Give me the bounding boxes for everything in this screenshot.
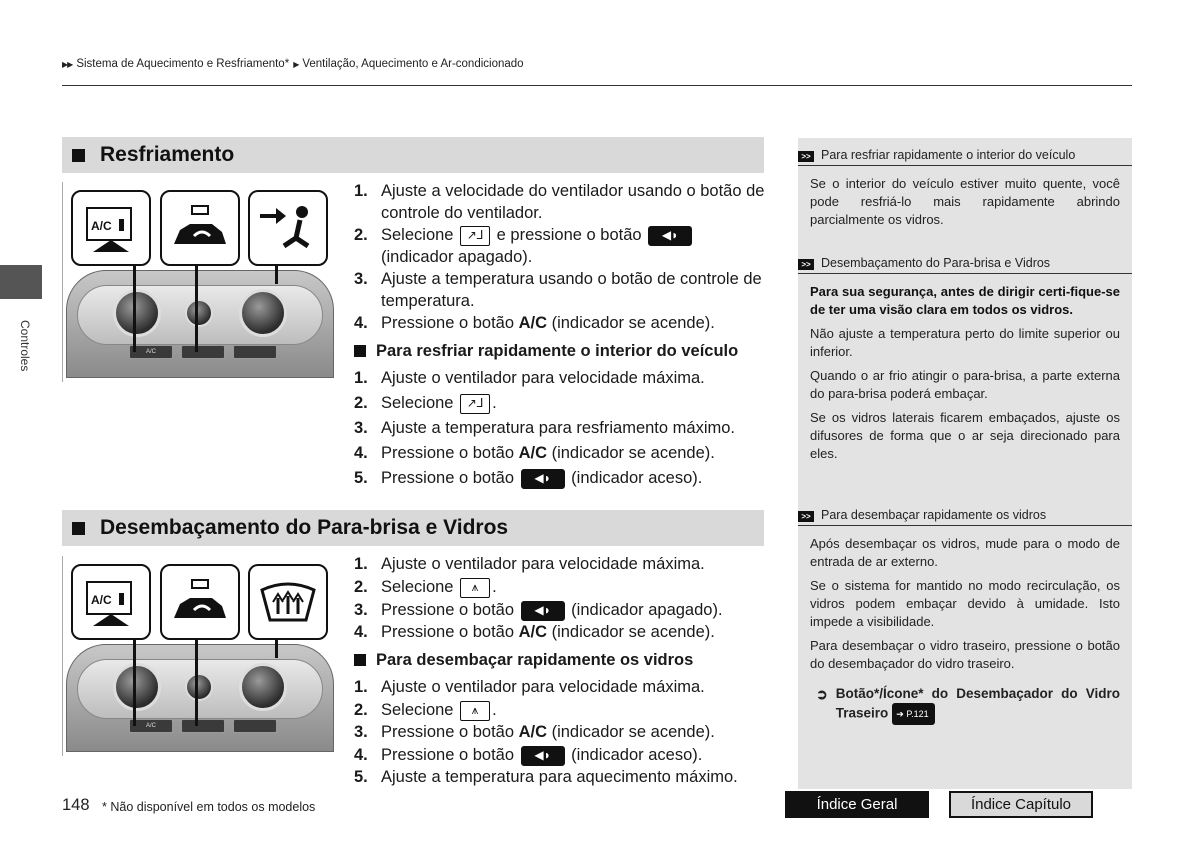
cooling-steps — [354, 180, 766, 489]
face-vent-mode-icon — [256, 200, 320, 256]
ac-button-mini: A/C — [129, 719, 173, 733]
list-item: 2. Selecione ↗⅃ . — [354, 394, 497, 412]
face-vent-mode-callout — [248, 190, 328, 266]
ac-button-callout — [71, 564, 151, 640]
list-item: 2. Selecione ↗⅃ e pressione o botão ◀◗ (indicador apagado). — [354, 224, 766, 268]
recirculation-button-callout — [160, 190, 240, 266]
sidebar-heading: >> Para resfriar rapidamente o interior do veículo — [798, 140, 1132, 166]
rear-defrost-button-mini — [233, 345, 277, 359]
list-item: 1. Ajuste o ventilador para velocidade máxima. — [354, 369, 705, 387]
list-item: 4. Pressione o botão A/C (indicador se acende). — [354, 444, 715, 462]
recirc-button-mini — [181, 719, 225, 733]
top-divider — [62, 85, 1132, 86]
recirculation-button-callout — [160, 564, 240, 640]
recirculation-button-icon: ◀◗ — [521, 601, 565, 621]
breadcrumb-part1[interactable]: Sistema de Aquecimento e Resfriamento* — [76, 58, 290, 70]
sidebar-notes — [798, 138, 1132, 789]
windshield-defrost-icon: ⩚ — [460, 701, 490, 721]
arrow-right-circle-icon: ➲ — [816, 686, 828, 702]
breadcrumb-part2[interactable]: Ventilação, Aquecimento e Ar-condicionado — [302, 58, 524, 70]
section-heading-cooling — [62, 137, 764, 173]
section-title: Resfriamento — [100, 143, 235, 166]
list-item: 3. Ajuste a temperatura usando o botão de controle de temperatura. — [354, 270, 762, 310]
recirculation-icon — [168, 200, 232, 256]
chapter-index-button[interactable]: Índice Capítulo — [949, 791, 1093, 818]
general-index-button[interactable]: Índice Geral — [785, 791, 929, 818]
ac-button-icon — [79, 200, 143, 256]
fan-knob-icon — [113, 663, 161, 711]
climate-panel — [66, 270, 334, 378]
square-bullet-icon — [72, 149, 85, 162]
note-marker-icon: >> — [798, 151, 814, 162]
list-item: 2. Selecione ⩚ . — [354, 701, 497, 719]
note-marker-icon: >> — [798, 259, 814, 270]
ac-button-mini: A/C — [129, 345, 173, 359]
list-item: 3. Ajuste a temperatura para resfriamento máximo. — [354, 419, 735, 437]
square-bullet-icon — [354, 654, 366, 666]
note-marker-icon: >> — [798, 511, 814, 522]
page-ref-badge[interactable]: ➔ P.121 — [892, 703, 934, 725]
control-panel-illustration-defrost — [62, 556, 334, 756]
ac-button-callout — [71, 190, 151, 266]
windshield-defrost-icon — [256, 574, 320, 630]
svg-text:A/C: A/C — [91, 219, 112, 233]
temperature-knob-icon — [239, 663, 287, 711]
list-item: 1. Ajuste a velocidade do ventilador usando o botão de controle do ventilador. — [354, 182, 765, 222]
face-vent-icon: ↗⅃ — [460, 226, 490, 246]
climate-panel — [66, 644, 334, 752]
windshield-defrost-callout — [248, 564, 328, 640]
arrow-icon: ▶ — [293, 59, 299, 69]
list-item: 1. Ajuste o ventilador para velocidade máxima. — [354, 678, 705, 696]
control-panel-illustration-cooling — [62, 182, 334, 382]
list-item: 5. Ajuste a temperatura para aquecimento máximo. — [354, 768, 738, 786]
recirc-button-mini — [181, 345, 225, 359]
chapter-label — [20, 320, 34, 380]
footnote: * Não disponível em todos os modelos — [102, 800, 316, 814]
windshield-defrost-icon: ⩚ — [460, 578, 490, 598]
page-number: 148 — [62, 796, 90, 814]
subsection-heading: Para desembaçar rapidamente os vidros — [354, 649, 766, 671]
sidebar-heading: >> Para desembaçar rapidamente os vidros — [798, 500, 1132, 526]
list-item: 1. Ajuste o ventilador para velocidade máxima. — [354, 555, 705, 573]
temperature-knob-icon — [239, 289, 287, 337]
sidebar-text: Se o interior do veículo estiver muito quente, você pode resfriá-lo mais rapidamente abrindo parcialmente os vidros. — [810, 176, 1120, 227]
mode-knob-icon — [185, 673, 213, 701]
section-heading-defrost — [62, 510, 764, 546]
list-item: 4. Pressione o botão A/C (indicador se acende). — [354, 314, 715, 332]
square-bullet-icon — [354, 345, 366, 357]
list-item: 5. Pressione o botão ◀◗ (indicador aceso). — [354, 469, 703, 487]
face-vent-icon: ↗⅃ — [460, 394, 490, 414]
ac-button-icon — [79, 574, 143, 630]
recirculation-button-icon: ◀◗ — [648, 226, 692, 246]
list-item: 4. Pressione o botão A/C (indicador se acende). — [354, 623, 715, 641]
chapter-tab[interactable] — [0, 265, 42, 299]
sidebar-text: Para sua segurança, antes de dirigir certi-fique-se de ter uma visão clara em todos os vidros. Não ajuste a temperatura perto do limite superior ou inferior. Quando o ar frio atingir o para-brisa, a parte externa do para-brisa poderá embaçar. Se os vidros laterais ficarem embaçados, ajuste os difusores de forma que o ar seja direcionado para eles. — [810, 284, 1120, 461]
chapter-label-text: Controles — [18, 320, 32, 372]
sidebar-text: Após desembaçar os vidros, mude para o modo de entrada de ar externo. Se o sistema for mantido no modo recirculação, os vidros podem embaçar devido à umidade. Isto impede a visibilidade. Para desembaçar o vidro traseiro, pressione o botão do desembaçador do vidro traseiro. ➲ Botão*/Ícone* do Desembaçador do Vidro Traseiro ➔ P.121 — [810, 535, 1120, 725]
breadcrumb — [62, 58, 524, 70]
svg-text:A/C: A/C — [91, 593, 112, 607]
subsection-heading: Para resfriar rapidamente o interior do veículo — [354, 340, 766, 362]
list-item: 3. Pressione o botão ◀◗ (indicador apagado). — [354, 601, 723, 619]
cross-reference-link[interactable]: ➲ Botão*/Ícone* do Desembaçador do Vidro Traseiro ➔ P.121 — [816, 685, 1120, 725]
list-item: 3. Pressione o botão A/C (indicador se acende). — [354, 723, 715, 741]
recirculation-icon — [168, 574, 232, 630]
list-item: 2. Selecione ⩚ . — [354, 578, 497, 596]
section-title: Desembaçamento do Para-brisa e Vidros — [100, 516, 509, 539]
sidebar-heading: >> Desembaçamento do Para-brisa e Vidros — [798, 248, 1132, 274]
fan-knob-icon — [113, 289, 161, 337]
mode-knob-icon — [185, 299, 213, 327]
rear-defrost-button-mini — [233, 719, 277, 733]
list-item: 4. Pressione o botão ◀◗ (indicador aceso). — [354, 746, 703, 764]
defrost-steps — [354, 553, 766, 788]
double-arrow-icon: ▶▶ — [62, 59, 73, 69]
recirculation-button-icon: ◀◗ — [521, 746, 565, 766]
recirculation-button-icon: ◀◗ — [521, 469, 565, 489]
square-bullet-icon — [72, 522, 85, 535]
